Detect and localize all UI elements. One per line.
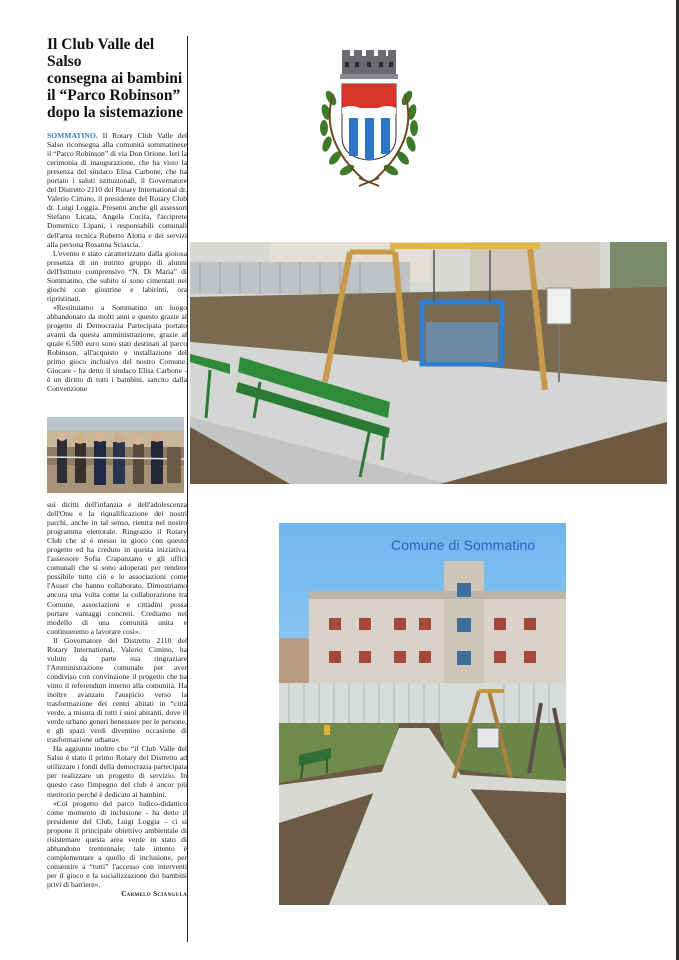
- article-paragraph: L'evento è stato caratterizzato dalla gioiosa presenza di un nutrito gruppo di alunni dell'Istituto comprensivo “N. Di Maria” di Sommatino, che subito si sono cimentati nei giochi con giostrine e labirinti, ora ripristinati.: [47, 248, 187, 303]
- playground-photo-park: [279, 523, 566, 905]
- article-headline: [47, 36, 187, 121]
- headline-line: il “Parco Robinson”: [47, 87, 181, 104]
- paragraph-text: Il Rotary Club Valle del Salso riconsegna alla comunità sommatinese il “Parco Robinson” di via Don Orione. Ieri la cerimonia di inaugurazione, che ha visto la presenza del sindaco Elisa Carbone, che ha portato i saluti istituzionali, il Governatore del Distretto 2110 del Rotary International dr. Valerio Cimino, il presidente del Rotary Club dr. Luigi Loggia. Presenti anche gli assessori Stefano Licata, Angela Cocita, l'arciprete Domenico Lipani, i responsabili comunali dell'area tecnica Roberto Alotta e dei servizi alla persona Rosanna Sciascia.: [47, 131, 187, 249]
- headline-line: Il Club Valle del Salso: [47, 36, 155, 70]
- article-paragraph: sui diritti dell'infanzia e dell'adolescenza dell'Onu e la riqualificazione dei nostri parchi, anche in tal senso, rientra nel nostro programma elettorale. Ringrazio il Rotary Club che si è messo in gioco con questo progetto ed ha creduto in questa iniziativa, l'assessore Sofia Crapanzano e gli uffici comunali che si sono adoperati per rendere possibile tutto ciò e le associazioni come l'Auser che hanno collaborato. Dimostriamo ancora una volta come la collaborazione tra Comune, associazioni e cittadini possa portare vantaggi concreti. Crediamo nel modello di una comunità unita e continueremo a lavorare così».: [47, 500, 187, 636]
- playground-photo-swings: [190, 242, 667, 484]
- article-paragraph: «Col progetto del parco ludico-didattico come momento di inclusione - ha detto il presidente del Club, Luigi Loggia – ci si propone il principale obiettivo ambientale di risistemare questa area verde in stato di abbandono trentennale; tale intento è complementare a quello di inclusione, per consentire a “tutti” l'accesso con interventi per il gioco e la socializzazione dei bambini privi di barriere».: [47, 798, 187, 889]
- municipal-crest-icon: [309, 46, 429, 202]
- photo-caption: Comune di Sommatino: [391, 537, 536, 553]
- article-paragraph: [47, 131, 187, 249]
- ceremony-photo: [47, 417, 184, 493]
- article-paragraph: Il Governatore del Distretto 2110 del Rotary International, Valerio Cimino, ha voluto da parte sua ringraziare l'Amministrazione comunale per aver condiviso con convinzione il progetto che ha vinto il referendum interno alla comunità. Ha inoltre avanzato l'auspicio verso la trasformazione dei centri abitati in “città verde, a misura di tutti i suoi abitanti, dove il verde urbano generi benessere per le persone, e gli spazi verdi diventino occasione di trasformazione urbana».: [47, 635, 187, 745]
- headline-line: dopo la sistemazione: [47, 104, 184, 121]
- article-column-continued: [47, 500, 187, 898]
- article-paragraph: «Restituiamo a Sommatino un luogo abbandonato da molti anni e questo grazie al progetto di Democrazia Partecipata portato avanti da questa amministrazione, grazie al quale 6.500 euro sono stati destinati al parco Robinson, all'acquisto e installazione del primo gioco inclusivo del nostro Comune. Giocare - ha detto il sindaco Elisa Carbone - è un diritto di tutti i bambini, sancito dalla Convenzione: [47, 302, 187, 394]
- article-paragraph: Ha aggiunto inoltre che “il Club Valle del Salso è stato il primo Rotary del Distretto ad utilizzare i fondi della democrazia partecipata per realizzare un progetto di servizio. In questo caso l'impegno del club è ancor più meritorio perché è dedicato ai bambini.: [47, 744, 187, 799]
- column-divider: [187, 36, 188, 942]
- article-column: [47, 36, 187, 393]
- dateline: SOMMATINO.: [47, 131, 98, 140]
- byline: Carmelo Sciangula: [121, 890, 187, 899]
- headline-line: consegna ai bambini: [47, 70, 183, 87]
